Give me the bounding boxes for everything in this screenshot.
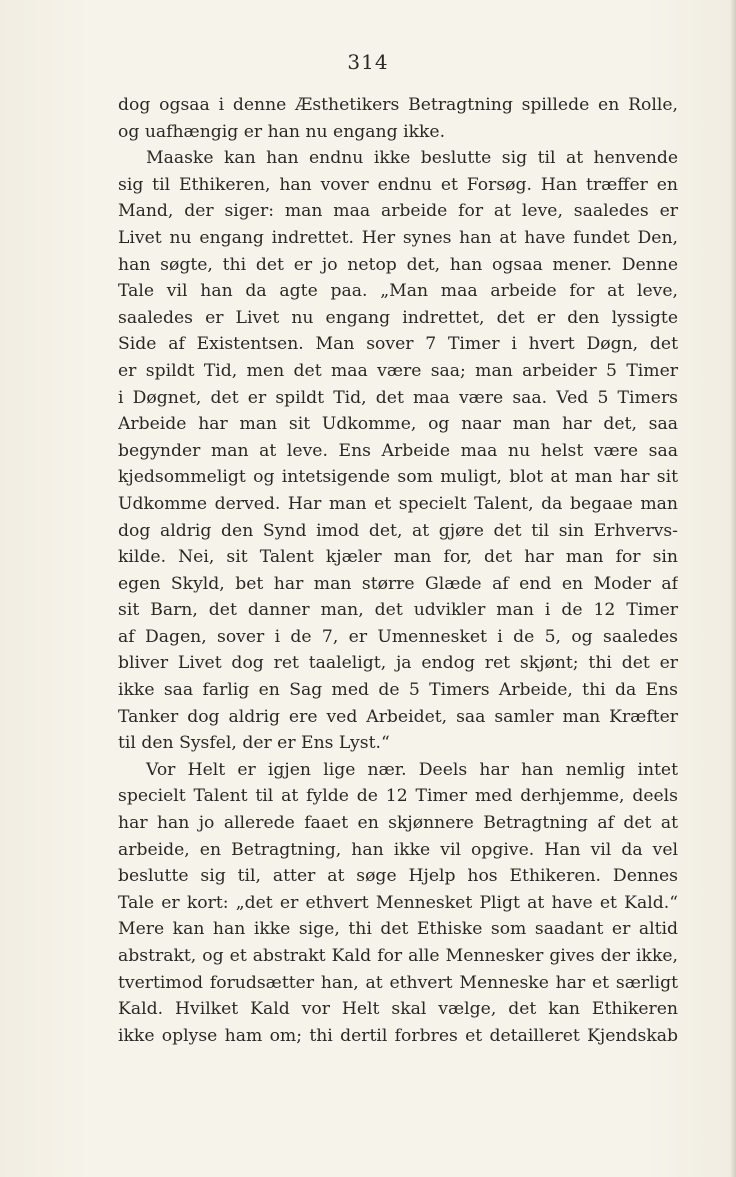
text-line: Mere kan han ikke sige, thi det Ethiske som saadant er altid — [118, 919, 678, 940]
text-line: tvertimod forudsætter han, at ethvert Menneske har et særligt — [118, 972, 678, 993]
text-line: sit Barn, det danner man, det udvikler man i de 12 Timer — [118, 600, 678, 621]
text-line: Udkomme derved. Har man et specielt Talent, da begaae man — [118, 493, 678, 514]
text-line: Arbeide har man sit Udkomme, og naar man har det, saa — [118, 414, 678, 435]
text-line: begynder man at leve. Ens Arbeide maa nu helst være saa — [118, 440, 678, 461]
text-line: han søgte, thi det er jo netop det, han ogsaa mener. Denne — [118, 254, 678, 275]
text-line: og uafhængig er han nu engang ikke. — [118, 121, 446, 142]
text-line: Tale vil han da agte paa. „Man maa arbeide for at leve, — [118, 281, 678, 302]
text-line: kilde. Nei, sit Talent kjæler man for, det har man for sin — [118, 547, 678, 568]
text-line: kjedsommeligt og intetsigende som muligt, blot at man har sit — [118, 467, 678, 488]
text-line: Tanker dog aldrig ere ved Arbeidet, saa samler man Kræfter — [118, 706, 678, 727]
text-line: Vor Helt er igjen lige nær. Deels har han nemlig intet — [146, 759, 678, 780]
text-line: er spildt Tid, men det maa være saa; man arbeider 5 Timer — [118, 360, 678, 381]
text-line: af Dagen, sover i de 7, er Umennesket i de 5, og saaledes — [118, 626, 678, 647]
text-line: egen Skyld, bet har man større Glæde af end en Moder af — [118, 573, 678, 594]
page-number: 314 — [347, 50, 389, 74]
text-line: i Døgnet, det er spildt Tid, det maa være saa. Ved 5 Timers — [118, 387, 678, 408]
text-line: dog ogsaa i denne Æsthetikers Betragtning spillede en Rolle, — [118, 95, 678, 115]
text-line: specielt Talent til at fylde de 12 Timer med derhjemme, deels — [118, 786, 678, 807]
text-line: arbeide, en Betragtning, han ikke vil opgive. Han vil da vel — [118, 839, 678, 860]
text-line: beslutte sig til, atter at søge Hjelp hos Ethikeren. Dennes — [118, 866, 678, 887]
text-line: Kald. Hvilket Kald vor Helt skal vælge, det kan Ethikeren — [118, 999, 678, 1020]
body-text — [118, 92, 678, 1049]
text-line: bliver Livet dog ret taaleligt, ja endog ret skjønt; thi det er — [118, 653, 678, 674]
text-line: abstrakt, og et abstrakt Kald for alle Mennesker gives der ikke, — [118, 946, 678, 966]
text-line: dog aldrig den Synd imod det, at gjøre det til sin Erhvervs- — [118, 520, 678, 541]
text-line: Mand, der siger: man maa arbeide for at leve, saaledes er — [118, 201, 678, 222]
text-line: Tale er kort: „det er ethvert Mennesket Pligt at have et Kald.“ — [118, 892, 678, 913]
text-line: har han jo allerede faaet en skjønnere Betragtning af det at — [118, 813, 678, 834]
text-line: Livet nu engang indrettet. Her synes han at have fundet Den, — [118, 227, 678, 248]
text-line: ikke saa farlig en Sag med de 5 Timers Arbeide, thi da Ens — [118, 680, 678, 701]
text-line: sig til Ethikeren, han vover endnu et Forsøg. Han træffer en — [118, 174, 678, 195]
page-edge-shadow — [730, 0, 736, 1177]
text-line: ikke oplyse ham om; thi dertil forbres et detailleret Kjendskab — [118, 1025, 678, 1046]
text-line: saaledes er Livet nu engang indrettet, det er den lyssigte — [118, 307, 678, 328]
text-line: Maaske kan han endnu ikke beslutte sig til at henvende — [146, 148, 678, 169]
text-line: til den Sysfel, der er Ens Lyst.“ — [118, 733, 390, 754]
text-line: Side af Existentsen. Man sover 7 Timer i hvert Døgn, det — [118, 334, 678, 355]
